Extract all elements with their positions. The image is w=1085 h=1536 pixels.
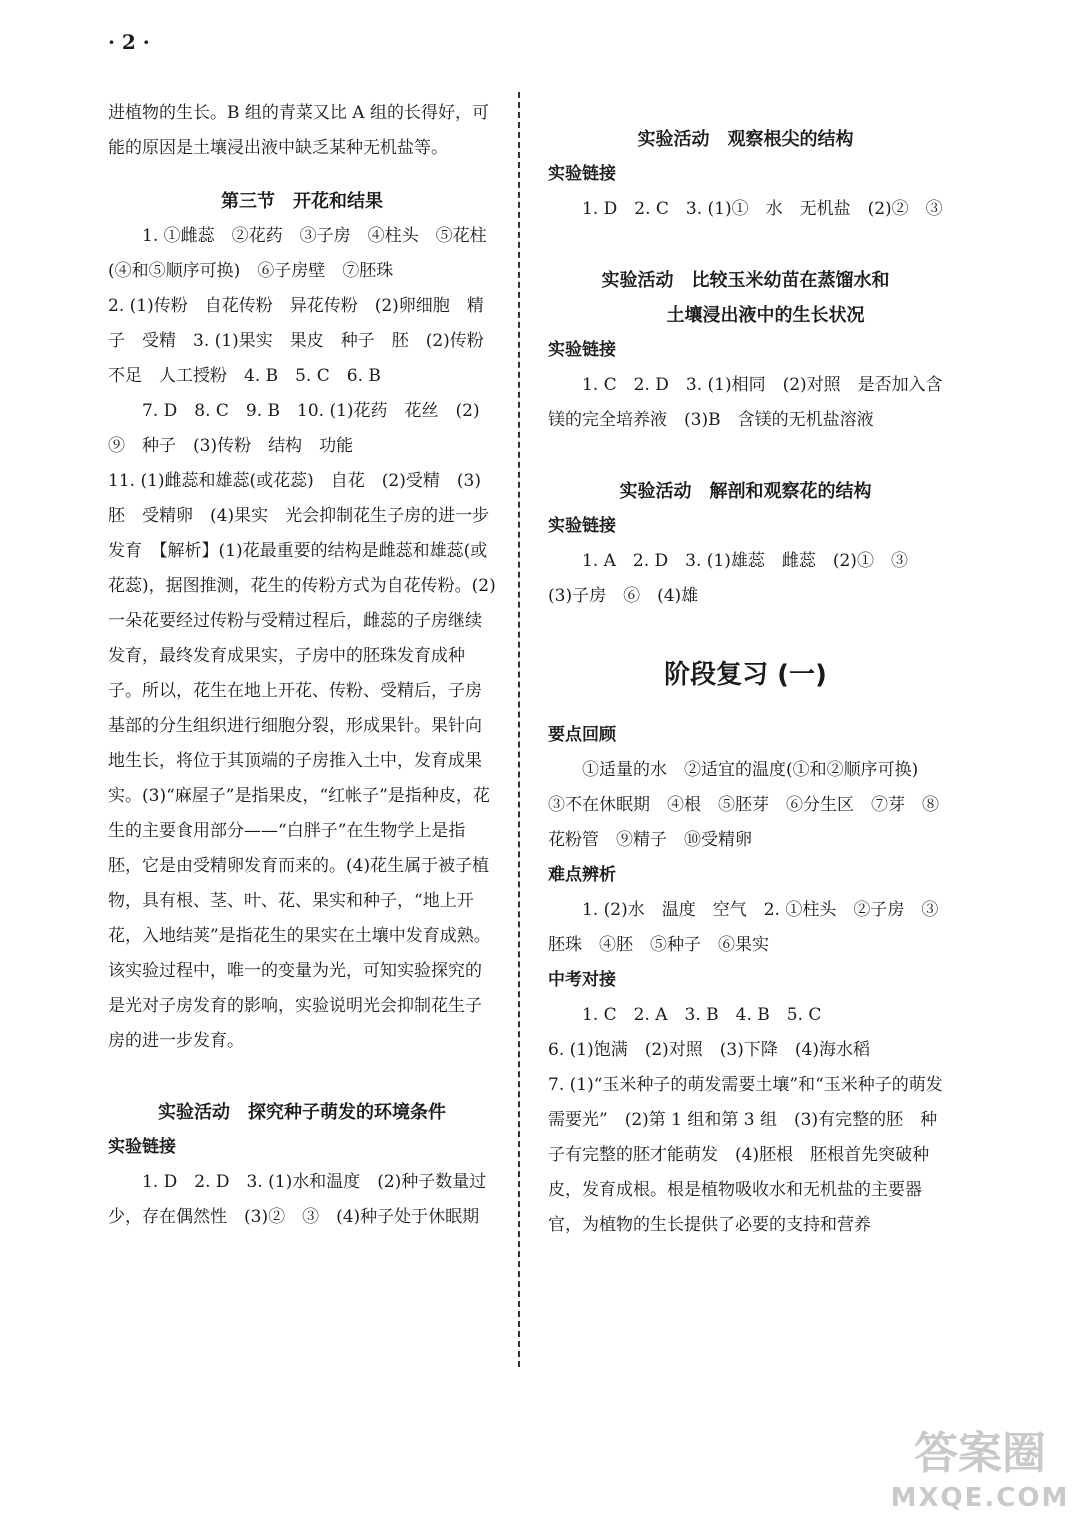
right-column [548,122,943,1243]
watermark-logo [885,1426,1075,1526]
section3-answer-2: 2. (1)传粉 自花传粉 异花传粉 (2)卵细胞 精子 受精 3. (1)果实 果皮 种子 胚 (2)传粉不足 人工授粉 4. B 5. C 6. B [108,296,484,386]
section3-answer-1: 1. ①雌蕊 ②花药 ③子房 ④柱头 ⑤花柱(④和⑤顺序可换) ⑥子房壁 ⑦胚珠 [108,226,487,281]
exp2-answer: 1. D 2. C 3. (1)① 水 无机盐 (2)② ③ [582,199,943,219]
review-title: 阶段复习 (一) [664,660,827,690]
difficulty-subheading: 难点辨析 [548,865,616,885]
exp4-answer: 1. A 2. D 3. (1)雄蕊 雌蕊 (2)① ③ (3)子房 ⑥ (4)雄 [548,551,925,606]
watermark-text-bottom: MXQE.COM [890,1483,1070,1513]
watermark-text-top: 答案圈 [914,1428,1046,1479]
difficulty-answer: 1. (2)水 温度 空气 2. ①柱头 ②子房 ③胚珠 ④胚 ⑤种子 ⑥果实 [548,900,939,955]
exp1-subheading: 实验链接 [108,1137,176,1157]
left-column [108,96,496,1235]
exam-answer-2: 6. (1)饱满 (2)对照 (3)下降 (4)海水稻 [548,1040,870,1060]
exp3-answer: 1. C 2. D 3. (1)相同 (2)对照 是否加入含镁的完全培养液 (3)B 含镁的无机盐溶液 [548,375,943,430]
exam-answer-1: 1. C 2. A 3. B 4. B 5. C [582,1005,822,1025]
exp4-subheading: 实验链接 [548,516,616,536]
section3-title: 第三节 开花和结果 [221,191,383,212]
exp3-title-line2: 土壤浸出液中的生长状况 [666,305,865,326]
exp2-title: 实验活动 观察根尖的结构 [637,129,854,150]
section3-answer-4: 11. (1)雌蕊和雄蕊(或花蕊) 自花 (2)受精 (3)胚 受精卵 (4)果实 光会抑制花生子房的进一步发育 【解析】(1)花最重要的结构是雌蕊和雄蕊(或花蕊)，据图推测，花生的传粉方式为自花传粉。(2)一朵花要经过传粉与受精过程后，雌蕊的子房继续发育，最终发育成果实，子房中的胚珠发育成种子。所以，花生在地上开花、传粉、受精后，子房基部的分生组织进行细胞分裂，形成果针。果针向地生长，将位于其顶端的子房推入土中，发育成果实。(3)“麻屋子”是指果皮，“红帐子”是指种皮，花生的主要食用部分——“白胖子”在生物学上是指胚，它是由受精卵发育而来的。(4)花生属于被子植物，具有根、茎、叶、花、果实和种子，“地上开花，入地结荚”是指花生的果实在土壤中发育成熟。该实验过程中，唯一的变量为光，可知实验探究的是光对子房发育的影响，实验说明光会抑制花生子房的进一步发育。 [108,471,496,1051]
key-points-subheading: 要点回顾 [548,725,616,745]
exp3-title-line1: 实验活动 比较玉米幼苗在蒸馏水和 [601,270,890,291]
intro-paragraph: 进植物的生长。B 组的青菜又比 A 组的长得好，可能的原因是土壤浸出液中缺乏某种无机盐等。 [108,103,489,158]
exam-answer-3: 7. (1)“玉米种子的萌发需要土壤”和“玉米种子的萌发需要光” (2)第 1 组和第 3 组 (3)有完整的胚 种子有完整的胚才能萌发 (4)胚根 胚根首先突破种皮，发育成根。根是植物吸收水和无机盐的主要器官，为植物的生长提供了必要的支持和营养 [548,1075,943,1235]
page-number: · 2 · [108,30,150,54]
exp3-subheading: 实验链接 [548,340,616,360]
exp1-title: 实验活动 探究种子萌发的环境条件 [158,1102,446,1123]
exam-subheading: 中考对接 [548,970,616,990]
key-points-answer: ①适量的水 ②适宜的温度(①和②顺序可换) ③不在休眠期 ④根 ⑤胚芽 ⑥分生区 ⑦芽 ⑧花粉管 ⑨精子 ⑩受精卵 [548,760,939,850]
exp1-answer: 1. D 2. D 3. (1)水和温度 (2)种子数量过少，存在偶然性 (3)② ③ (4)种子处于休眠期 [108,1172,487,1227]
section3-answer-3: 7. D 8. C 9. B 10. (1)花药 花丝 (2)⑨ 种子 (3)传粉 结构 功能 [108,401,480,456]
exp2-subheading: 实验链接 [548,164,616,184]
column-divider [518,92,520,1367]
exp4-title: 实验活动 解剖和观察花的结构 [619,481,872,502]
